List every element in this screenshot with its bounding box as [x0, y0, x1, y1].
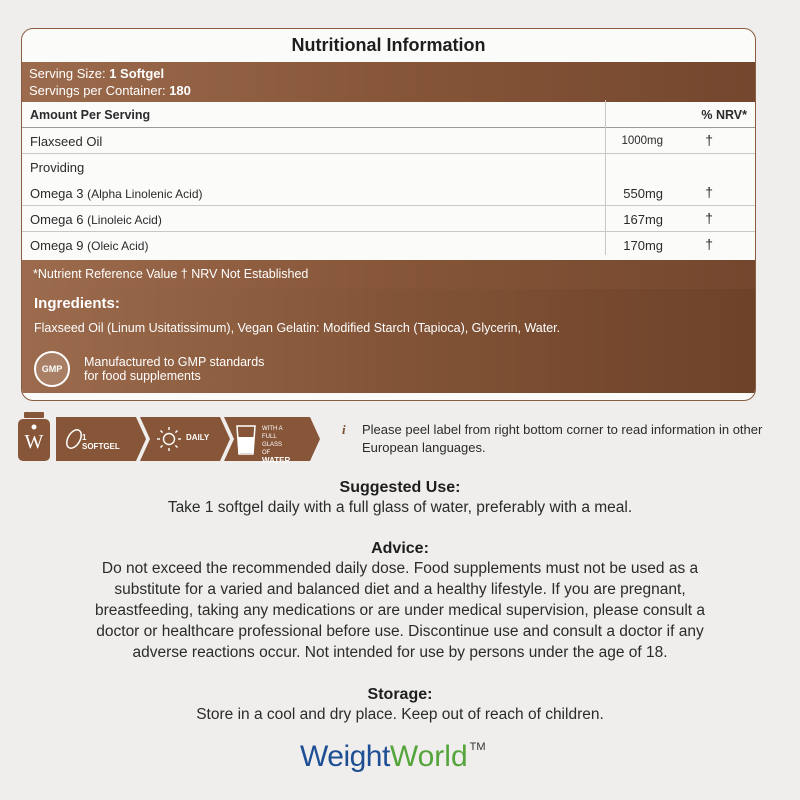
storage-text: Store in a cool and dry place. Keep out of reach of children. [196, 706, 604, 723]
suggested-use-title: Suggested Use: [339, 479, 461, 496]
table-row [22, 232, 755, 260]
logo-world: World [389, 740, 468, 773]
nutrient-name-main: Omega 6 [30, 212, 84, 227]
advice-section [0, 540, 800, 663]
nutrient-amount: 167mg [623, 212, 663, 227]
serving-size-value: 1 Softgel [109, 66, 165, 81]
suggested-use-text: Take 1 softgel daily with a full glass of water, preferably with a meal. [167, 499, 633, 516]
servings-label: Servings per Container: [29, 83, 166, 98]
serving-info [22, 62, 755, 102]
nutrient-name: Providing [30, 160, 85, 175]
info-note-text: Please peel label from right bottom corner to read information in other European languages. [362, 422, 763, 455]
nutrient-amount: 550mg [623, 186, 663, 201]
advice-line: substitute for a varied and balanced diet and a healthy lifestyle. If you are pregnant, [114, 581, 686, 598]
gmp-text [84, 355, 264, 383]
nutrient-name-sub: (Oleic Acid) [87, 239, 149, 253]
info-note [340, 421, 770, 457]
nrv-header: % NRV* [701, 107, 747, 122]
nutrient-name-main: Omega 9 [30, 238, 84, 253]
nutrient-nrv: † [705, 184, 713, 200]
gmp-line-1: Manufactured to GMP standards [84, 355, 265, 369]
water-text: WATER [262, 456, 291, 465]
nrv-footnote: *Nutrient Reference Value † NRV Not Established [22, 260, 755, 289]
table-row [22, 206, 755, 232]
nutrient-name-sub: (Linoleic Acid) [87, 213, 162, 227]
advice-line: adverse reactions occur. Not intended for use by persons under the age of 18. [132, 644, 668, 661]
storage-section [0, 686, 800, 725]
nutrition-panel [21, 28, 756, 401]
advice-title: Advice: [371, 540, 429, 557]
svg-text:W: W [24, 431, 44, 453]
suggested-use-section [0, 479, 800, 518]
nutrient-name-main: Omega 3 [30, 186, 84, 201]
table-row [22, 154, 755, 180]
servings-value: 180 [169, 83, 191, 98]
step-water-label [262, 425, 290, 466]
table-row [22, 128, 755, 154]
table-divider [605, 100, 606, 255]
nutrient-name-sub: (Alpha Linolenic Acid) [87, 187, 203, 201]
gmp-row [34, 351, 264, 387]
advice-line: doctor or healthcare professional before use. Discontinue use and consult a doctor if any [96, 623, 704, 640]
glass-of-text: GLASS OF [262, 442, 283, 456]
nutrient-name: Flaxseed Oil [30, 134, 103, 149]
jar-icon [18, 412, 50, 461]
gmp-line-2: for food supplements [84, 369, 201, 383]
panel-title: Nutritional Information [291, 35, 486, 55]
step-softgel-label: 1 SOFTGEL [82, 433, 120, 451]
weightworld-logo [300, 740, 486, 784]
storage-title: Storage: [367, 686, 433, 703]
logo-weight: Weight [300, 740, 390, 773]
amount-header: Amount Per Serving [30, 107, 151, 122]
ingredients-text: Flaxseed Oil (Linum Usitatissimum), Vegan Gelatin: Modified Starch (Tapioca), Glycerin, Water. [34, 321, 561, 335]
step-daily-label: DAILY [186, 433, 210, 442]
serving-size-line [29, 65, 755, 82]
nutrient-name [30, 212, 162, 227]
logo-tm: TM [469, 741, 486, 753]
nutrient-name [30, 186, 203, 201]
ingredients-block [22, 289, 755, 393]
nutrient-amount: 170mg [623, 238, 663, 253]
servings-line [29, 82, 755, 99]
table-row [22, 180, 755, 206]
nutrient-nrv: † [705, 210, 713, 226]
with-a-full-text: WITH A FULL [262, 426, 283, 440]
nutrient-nrv: † [705, 132, 713, 148]
table-header [22, 102, 755, 128]
advice-line: breastfeeding, taking any medications or are under medical supervision, please consult a [94, 602, 706, 619]
advice-line: Do not exceed the recommended daily dose. Food supplements must not be used as a [101, 560, 699, 577]
serving-size-label: Serving Size: [29, 66, 106, 81]
ingredients-title: Ingredients: [34, 295, 120, 312]
nutrient-nrv: † [705, 236, 713, 252]
gmp-badge-icon: GMP [34, 351, 70, 387]
nutrient-name [30, 238, 148, 253]
nutrient-amount: 1000mg [621, 135, 663, 147]
info-icon: i [342, 422, 346, 437]
